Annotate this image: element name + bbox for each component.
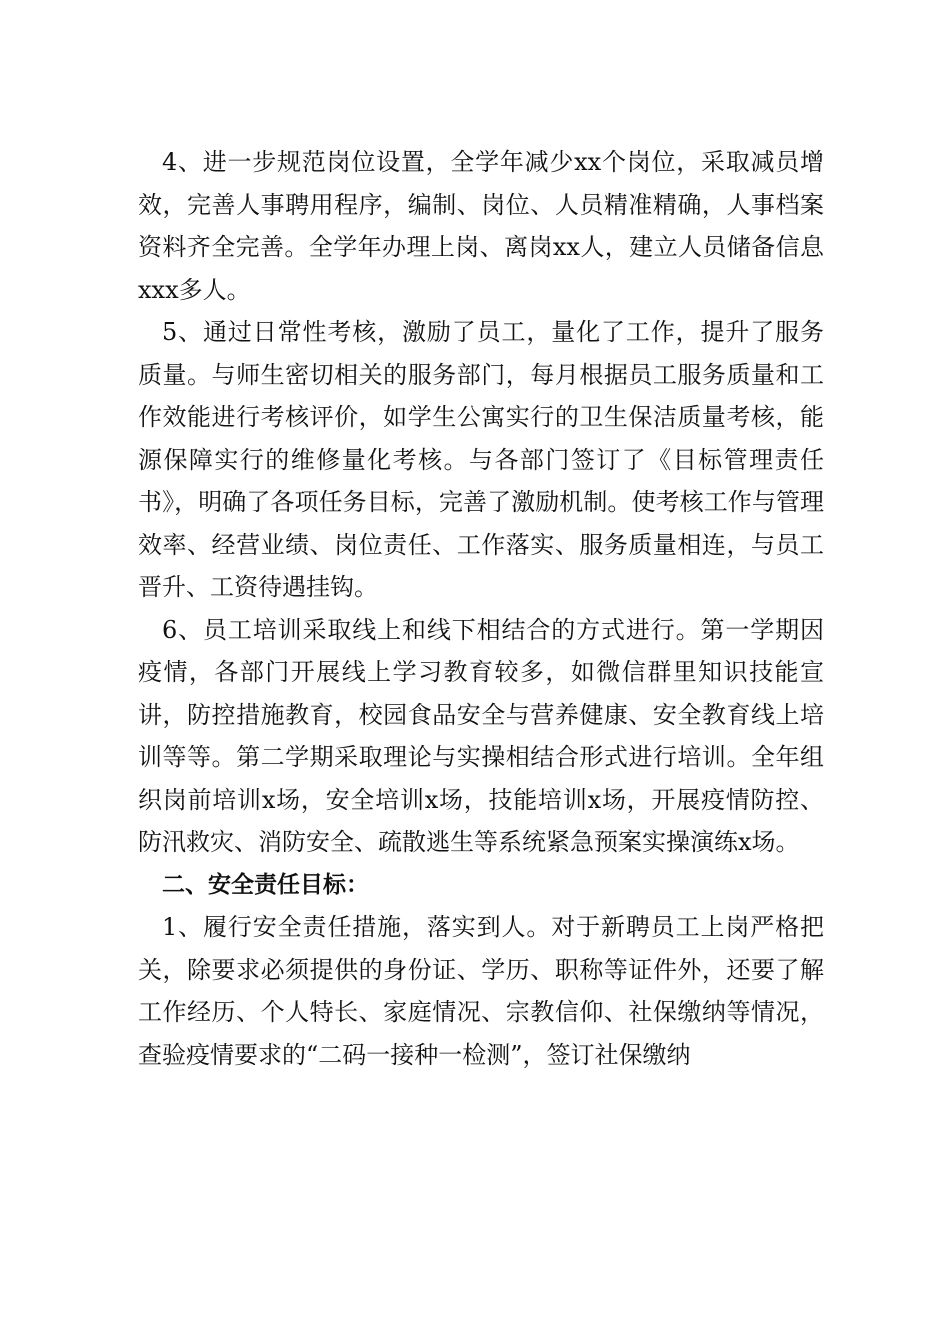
section-heading-safety: 二、安全责任目标： (162, 871, 369, 898)
paragraph-6: 6、员工培训采取线上和线下相结合的方式进行。第一学期因疫情，各部门开展线上学习教育较多，如微信群里知识技能宣讲，防控措施教育，校园食品安全与营养健康、安全教育线上培训等等。第二学期采取理论与实操相结合形式进行培训。全年组织岗前培训x场，安全培训x场，技能培训x场，开展疫情防控、防汛救灾、消防安全、疏散逃生等系统紧急预案实操演练x场。 (138, 615, 824, 856)
paragraph-safety-1: 1、履行安全责任措施，落实到人。对于新聘员工上岗严格把关，除要求必须提供的身份证、学历、职称等证件外，还要了解工作经历、个人特长、家庭情况、宗教信仰、社保缴纳等情况，查验疫情要求的“二码一接种一检测”，签订社保缴纳 (138, 913, 824, 1069)
paragraph-4: 4、进一步规范岗位设置，全学年减少xx个岗位，采取减员增效，完善人事聘用程序，编制、岗位、人员精准精确，人事档案资料齐全完善。全学年办理上岗、离岗xx人，建立人员储备信息xxx多人。 (138, 148, 824, 304)
document-body (138, 141, 824, 1076)
paragraph-5: 5、通过日常性考核，激励了员工，量化了工作，提升了服务质量。与师生密切相关的服务部门，每月根据员工服务质量和工作效能进行考核评价，如学生公寓实行的卫生保洁质量考核，能源保障实行的维修量化考核。与各部门签订了《目标管理责任书》，明确了各项任务目标，完善了激励机制。使考核工作与管理效率、经营业绩、岗位责任、工作落实、服务质量相连，与员工晋升、工资待遇挂钩。 (138, 318, 824, 601)
